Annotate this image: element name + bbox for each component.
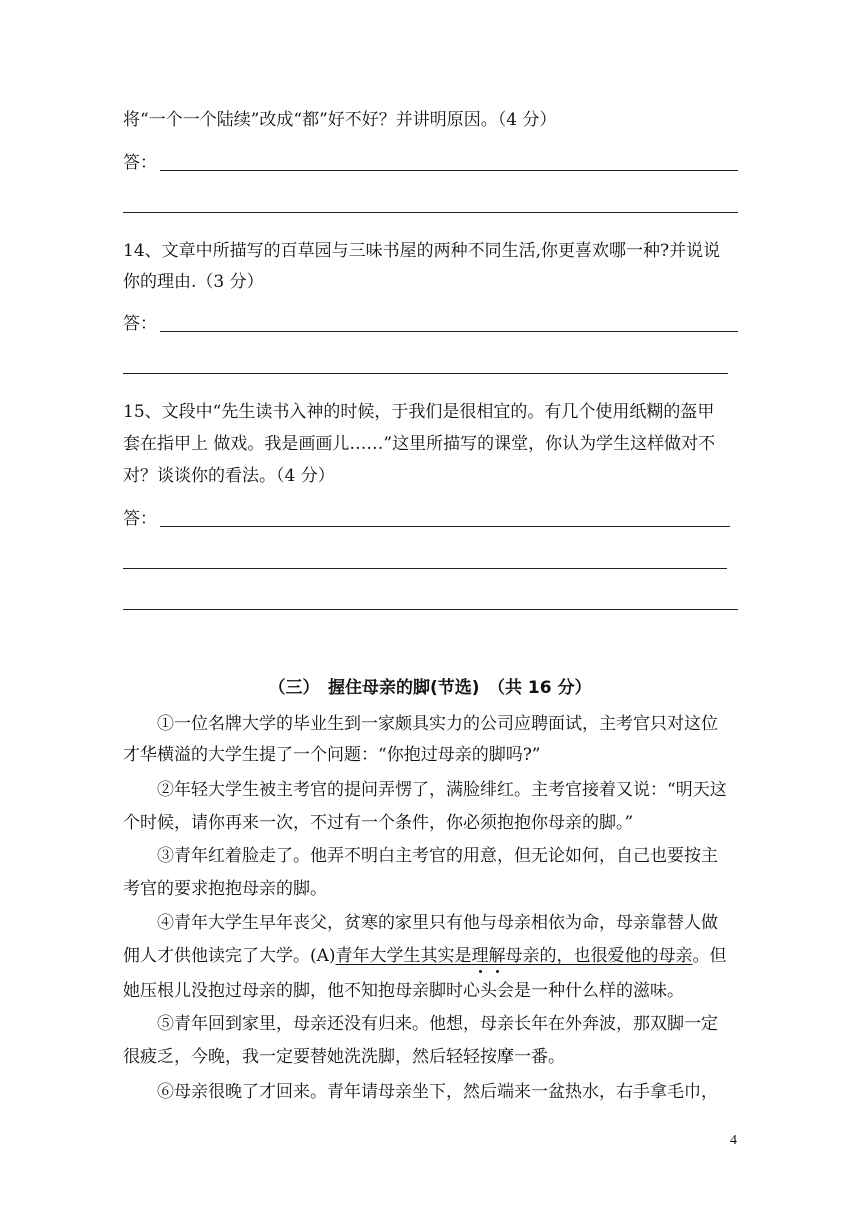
q13-continuation: 将“一个一个陆续”改成“都”好不好？并讲明原因。（4 分）	[123, 110, 557, 130]
section-heading: （三） 握住母亲的脚(节选) （共 16 分）	[268, 678, 592, 698]
paragraph-4-line-1: ④青年大学生早年丧父，贫寒的家里只有他与母亲相依为命，母亲靠替人做	[157, 913, 718, 933]
paragraph-5-line-2: 很疲乏，今晚，我一定要替她洗洗脚，然后轻轻按摩一番。	[123, 1047, 565, 1067]
answer-label-q15: 答：	[123, 509, 157, 529]
paragraph-4-line-2-suffix: 。但	[692, 946, 727, 966]
q14-line-2: 你的理由.（3 分）	[123, 272, 264, 292]
underlined-sentence-a	[336, 946, 693, 966]
paragraph-3-line-1: ③青年红着脸走了。他弄不明白主考官的用意，但无论如何，自己也要按主	[157, 846, 718, 866]
answer-line-q15-3[interactable]	[123, 609, 738, 610]
paragraph-1-line-2: 才华横溢的大学生提了一个问题：“你抱过母亲的脚吗?”	[123, 745, 541, 765]
paragraph-4-line-2	[123, 946, 727, 966]
answer-line-q15-2[interactable]	[123, 568, 727, 569]
answer-line-q13-1[interactable]	[160, 170, 738, 171]
q15-line-2: 套在指甲上 做戏。我是画画儿……”这里所描写的课堂，你认为学生这样做对不	[123, 434, 716, 454]
answer-line-q13-2[interactable]	[123, 212, 738, 213]
paragraph-5-line-1: ⑤青年回到家里，母亲还没有归来。他想，母亲长年在外奔波，那双脚一定	[157, 1014, 718, 1034]
paragraph-2-line-2: 个时候，请你再来一次，不过有一个条件，你必须抱抱你母亲的脚。”	[123, 813, 634, 833]
answer-line-q15-1[interactable]	[160, 526, 730, 527]
q15-line-3: 对？谈谈你的看法。（4 分）	[123, 466, 335, 486]
q14-line-1: 14、文章中所描写的百草园与三味书屋的两种不同生活,你更喜欢哪一种?并说说	[123, 241, 721, 261]
page-number: 4	[730, 1133, 737, 1148]
answer-line-q14-2[interactable]	[123, 373, 728, 374]
answer-line-q14-1[interactable]	[160, 331, 738, 332]
underlined-text-end: 母亲的，也很爱他的母亲	[505, 946, 693, 966]
answer-label-q14: 答：	[123, 314, 157, 334]
paragraph-1-line-1: ①一位名牌大学的毕业生到一家颇具实力的公司应聘面试，主考官只对这位	[157, 714, 718, 734]
paragraph-6-line-1: ⑥母亲很晚了才回来。青年请母亲坐下，然后端来一盆热水，右手拿毛巾，	[157, 1082, 718, 1102]
paragraph-3-line-2: 考官的要求抱抱母亲的脚。	[123, 879, 327, 899]
emphasis-char-li: 理	[471, 946, 489, 966]
paragraph-4-line-3: 她压根儿没抱过母亲的脚，他不知抱母亲脚时心头会是一种什么样的滋味。	[123, 981, 684, 1001]
answer-label-q13: 答：	[123, 153, 157, 173]
q15-line-1: 15、文段中“先生读书入神的时候，于我们是很相宜的。有几个使用纸糊的盔甲	[123, 402, 715, 422]
underlined-text-start: 青年大学生其实是	[335, 946, 472, 966]
paragraph-4-line-2-prefix: 佣人才供他读完了大学。(A)	[123, 946, 336, 966]
emphasis-char-jie: 解	[488, 946, 506, 966]
paragraph-2-line-1: ②年轻大学生被主考官的提问弄愣了，满脸绯红。主考官接着又说：“明天这	[157, 780, 727, 800]
